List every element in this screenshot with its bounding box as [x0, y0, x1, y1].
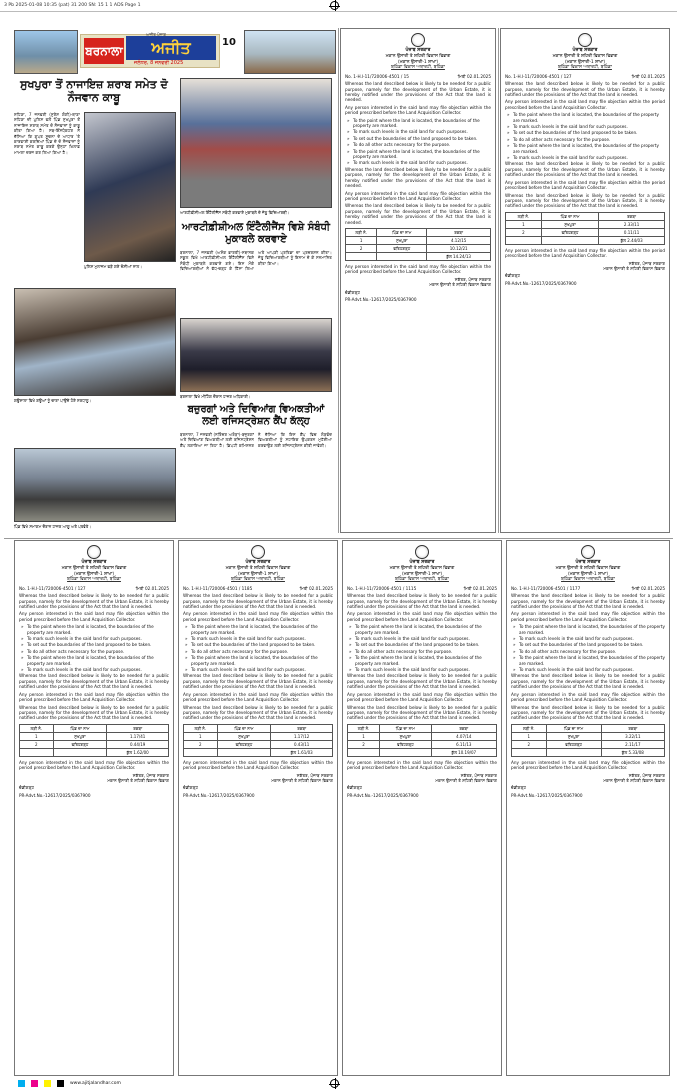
table-row: 1 ਸੁਖਪੁਰਾ 1.17/12	[184, 732, 333, 740]
ad-authority: ਬਠਿੰਡਾ ਵਿਕਾਸ ਅਥਾਰਟੀ, ਬਠਿੰਡਾ	[391, 65, 445, 71]
ad-authority: ਬਠਿੰਡਾ ਵਿਕਾਸ ਅਥਾਰਟੀ, ਬਠਿੰਡਾ	[395, 577, 449, 583]
table-row: ਕੁੱਲ 5.33/08	[512, 748, 665, 756]
ad-dept: ਮਕਾਨ ਉਸਾਰੀ ਤੇ ਸ਼ਹਿਰੀ ਵਿਕਾਸ ਵਿਭਾਗ	[61, 566, 127, 571]
ad-body: Whereas the land described below is likely to be needed for a public purpose, namely for the development of the Urban Estate, it is hereby notified under the provisions of the Act that the land is needed.	[347, 673, 497, 690]
article5-caption: ਪਿੰਡ ਵਿਖੇ ਸਮਾਗਮ ਦੌਰਾਨ ਹਾਜ਼ਰ ਆਗੂ ਅਤੇ ਪਤਵੰਤੇ।	[14, 524, 92, 529]
ad-pr-number: PR-Advt.No.-12617/2025/0367900	[347, 792, 419, 798]
list-item: » To mark such levels in the said land for such purposes.	[183, 667, 333, 672]
table-row: 2 ਫਤਿਹਗੜ੍ਹ 0.44/19	[20, 740, 169, 748]
ad-title: ਪੰਜਾਬ ਸਰਕਾਰ	[572, 48, 598, 53]
ad-pr-number: PR-Advt.No.-12617/2025/0367900	[345, 296, 417, 302]
ad-body: Any person interested in the said land may file objection within the period prescribed before the Land Acquisition Collector.	[183, 759, 333, 771]
ad-ref: No. 1-H.I-11/720006-4501 / 127	[505, 73, 572, 79]
table-header: ਲੜੀ ਨੰ. ਪਿੰਡ ਦਾ ਨਾਮ ਰਕਬਾ	[346, 228, 491, 236]
table-row: ਕੁੱਲ 1.62/00	[20, 748, 169, 756]
ad-title: ਪੰਜਾਬ ਸਰਕਾਰ	[575, 560, 601, 565]
list-item: » To set out the boundaries of the land proposed to be taken.	[347, 642, 497, 647]
ad-body: Any person interested in the said land may file objection within the period prescribed before the Land Acquisition Collector.	[511, 691, 665, 703]
list-item: » To mark such levels in the said land for such purposes.	[505, 124, 665, 129]
ad-pr-number: PR-Advt.No.-12617/2025/0367900	[183, 792, 255, 798]
table-row: 1 ਸੁਖਪੁਰਾ 2.33/11	[506, 220, 665, 228]
ad-pr-number: PR-Advt.No.-12617/2025/0367900	[19, 792, 91, 798]
ad-signature-dept: ਮਕਾਨ ਉਸਾਰੀ ਤੇ ਸ਼ਹਿਰੀ ਵਿਕਾਸ ਵਿਭਾਗ	[271, 777, 333, 783]
table-row: ਕੁੱਲ 1.61/03	[184, 748, 333, 756]
ad-table	[19, 724, 169, 757]
govt-notice-ad	[506, 540, 670, 1076]
ad-branch: (ਮਕਾਨ ਉਸਾਰੀ-1 ਸ਼ਾਖਾ)	[401, 571, 443, 577]
ad-branch: (ਮਕਾਨ ਉਸਾਰੀ-1 ਸ਼ਾਖਾ)	[564, 59, 606, 65]
masthead-tag: ਅਜੀਤ ਪੰਜਾਬ	[146, 32, 166, 37]
masthead-city-label: ਬਰਨਾਲਾ	[84, 38, 124, 64]
list-item: » To set out the boundaries of the land proposed to be taken.	[183, 642, 333, 647]
ad-body: Whereas the land described below is likely to be needed for a public purpose, namely for the development of the Urban Estate, it is hereby notified under the provisions of the Act that the land is needed.	[345, 203, 491, 225]
ad-date: ਮਿਤੀ 02.01.2025	[631, 73, 665, 79]
ad-intro: Any person interested in the said land may file objection within the period prescribed before the Land Acquisition Collector.	[183, 611, 333, 622]
list-item: » To do all other acts necessary for the purpose.	[505, 137, 665, 142]
table-row: 2 ਫਤਿਹਗੜ੍ਹ 10.12/21	[346, 244, 491, 252]
ad-intro: Any person interested in the said land may file objection within the period prescribed before the Land Acquisition Collector.	[347, 611, 497, 622]
ad-signature: ਸਕੱਤਰ, ਪੰਜਾਬ ਸਰਕਾਰ	[454, 276, 491, 282]
registration-mark-icon	[330, 1, 339, 10]
ad-place: ਚੰਡੀਗੜ੍ਹ	[183, 785, 199, 791]
ad-ref: No. 1-H.I-11/720006-4501 / 1177	[511, 585, 581, 591]
ad-dept: ਮਕਾਨ ਉਸਾਰੀ ਤੇ ਸ਼ਹਿਰੀ ਵਿਕਾਸ ਵਿਭਾਗ	[555, 566, 621, 571]
ad-body: Whereas the land described below is likely to be needed for a public purpose, namely for the development of the Urban Estate, it is hereby notified under the provisions of the Act that the land is needed.	[183, 704, 333, 721]
list-item: » To the point where the land is located, the boundaries of the property are marked.	[183, 655, 333, 666]
masthead-ajit-logo: ਅਜੀਤ	[126, 36, 216, 60]
table-header: ਲੜੀ ਨੰ. ਪਿੰਡ ਦਾ ਨਾਮ ਰਕਬਾ	[348, 724, 497, 732]
ad-intro: Any person interested in the said land may file objection within the period prescribed before the Land Acquisition Collector.	[345, 104, 491, 116]
ad-table	[505, 212, 665, 245]
list-item: » To the point where the land is located, the boundaries of the property are marked.	[345, 149, 491, 160]
ad-body: Whereas the land described below is likely to be needed for a public purpose, namely for the development of the Urban Estate, it is hereby notified under the provisions of the Act that the land is needed.	[511, 704, 665, 721]
ad-place: ਚੰਡੀਗੜ੍ਹ	[347, 785, 363, 791]
ad-signature: ਸਕੱਤਰ, ਪੰਜਾਬ ਸਰਕਾਰ	[296, 772, 333, 778]
ad-body: Any person interested in the said land may file objection within the period prescribed before the Land Acquisition Collector.	[183, 691, 333, 703]
ad-body: Any person interested in the said land may file objection within the period prescribed before the Land Acquisition Collector.	[345, 190, 491, 201]
ad-ref: No. 1-H.I-11/720006-4501 / 1115	[347, 585, 417, 591]
ad-body: Whereas the land described below is likely to be needed for a public purpose, namely for the development of the Urban Estate, it is hereby notified under the provisions of the Act that the land is needed.	[505, 192, 665, 209]
table-row: ਕੁੱਲ 10.19/07	[348, 748, 497, 756]
ad-bullets	[347, 624, 497, 672]
ad-place: ਚੰਡੀਗੜ੍ਹ	[345, 289, 361, 295]
ad-branch: (ਮਕਾਨ ਉਸਾਰੀ-1 ਸ਼ਾਖਾ)	[567, 571, 609, 577]
govt-notice-ad	[500, 28, 670, 533]
ad-body: Any person interested in the said land may file objection within the period prescribed before the Land Acquisition Collector.	[511, 759, 665, 771]
ad-intro: Any person interested in the said land may file objection within the period prescribed before the Land Acquisition Collector.	[505, 99, 665, 110]
ad-intro: Whereas the land described below is likely to be needed for a public purpose, namely for the development of the Urban Estate, it is hereby notified under the provisions of the Act that the land is needed.	[183, 593, 333, 609]
emblem-icon	[251, 545, 265, 559]
ad-signature: ਸਕੱਤਰ, ਪੰਜਾਬ ਸਰਕਾਰ	[628, 260, 665, 266]
list-item: » To the point where the land is located, the boundaries of the property are marked.	[505, 143, 665, 154]
govt-notice-ad	[340, 28, 496, 533]
color-bar	[0, 1078, 677, 1089]
ad-body: Whereas the land described below is likely to be needed for a public purpose, namely for the development of the Urban Estate, it is hereby notified under the provisions of the Act that the land is needed.	[347, 704, 497, 721]
ad-date: ਮਿਤੀ 02.01.2025	[631, 585, 665, 591]
list-item: » To mark such levels in the said land for such purposes.	[345, 129, 491, 134]
ad-body: Any person interested in the said land may file objection within the period prescribed before the Land Acquisition Collector.	[505, 179, 665, 191]
ad-title: ਪੰਜਾਬ ਸਰਕਾਰ	[245, 560, 271, 565]
ad-pr-number: PR-Advt.No.-12617/2025/0367900	[511, 792, 583, 798]
table-row: 2 ਫਤਿਹਗੜ੍ਹ 2.11/17	[512, 740, 665, 748]
table-row: ਕੁੱਲ 14.24/13	[346, 252, 491, 260]
ad-ref: No. 1-H.I-11/720006-4501 / 127	[19, 585, 86, 591]
list-item: » To the point where the land is located, the boundaries of the property are marked.	[505, 112, 665, 123]
ad-body: Whereas the land described below is likely to be needed for a public purpose, namely for the development of the Urban Estate, it is hereby notified under the provisions of the Act that the land is needed.	[183, 673, 333, 690]
article2-caption: ਆਰਟੀਫ਼ੀਸ਼ੀਅਲ ਇੰਟੈਲੀਜੈਂਸ ਸਬੰਧੀ ਕਰਵਾਏ ਮੁਕਾਬਲੇ ਦੇ ਜੇਤੂ ਵਿਦਿਆਰਥੀ।	[180, 210, 290, 215]
emblem-icon	[581, 545, 595, 559]
ad-signature-dept: ਮਕਾਨ ਉਸਾਰੀ ਤੇ ਸ਼ਹਿਰੀ ਵਿਕਾਸ ਵਿਭਾਗ	[435, 777, 497, 783]
table-row: 1 ਸੁਖਪੁਰਾ 3.22/11	[512, 732, 665, 740]
table-row: 2 ਫਤਿਹਗੜ੍ਹ 0.11/11	[506, 228, 665, 236]
ad-title: ਪੰਜਾਬ ਸਰਕਾਰ	[405, 48, 431, 53]
emblem-icon	[411, 33, 425, 47]
ad-date: ਮਿਤੀ 02.01.2025	[299, 585, 333, 591]
ad-body: Whereas the land described below is likely to be needed for a public purpose, namely for the development of the Urban Estate, it is hereby notified under the provisions of the Act that the land is needed.	[19, 704, 169, 721]
ad-intro: Whereas the land described below is likely to be needed for a public purpose, namely for the development of the Urban Estate, it is hereby notified under the provisions of the Act that the land is needed.	[345, 81, 491, 103]
article1-body: ਸ਼ਹਿਣਾ, 7 ਜਨਵਰੀ (ਸੁਰੇਸ਼ ਗੋਗੀ)-ਥਾਣਾ ਸ਼ਹਿਣਾ ਦੀ ਪੁਲਿਸ ਵਲੋਂ ਪਿੰਡ ਸੁਖਪੁਰਾ ਤੋਂ ਨਾਜਾਇਜ਼ ਸ਼ਰਾਬ ਸਮੇਤ ਦੋ ਨੌਜਵਾਨਾਂ ਨੂੰ ਕਾਬੂ ਕੀਤਾ ਗਿਆ ਹੈ। ਸਬ-ਇੰਸਪੈਕਟਰ ਨੇ ਦੱਸਿਆ ਕਿ ਗੁਪਤ ਸੂਚਨਾ ਦੇ ਆਧਾਰ 'ਤੇ ਕਾਰਵਾਈ ਕਰਦਿਆਂ ਪਿੰਡ ਦੇ ਦੋ ਨੌਜਵਾਨਾਂ ਨੂੰ ਸ਼ਰਾਬ ਸਮੇਤ ਕਾਬੂ ਕਰਕੇ ਉਨ੍ਹਾਂ ਖ਼ਿਲਾਫ਼ ਮਾਮਲਾ ਦਰਜ ਕਰ ਲਿਆ ਗਿਆ ਹੈ।	[14, 112, 80, 155]
ad-bullets	[505, 112, 665, 160]
ad-bullets	[345, 118, 491, 166]
table-row: 1 ਸੁਖਪੁਰਾ 1.17/41	[20, 732, 169, 740]
masthead-photo-left	[14, 30, 78, 74]
ad-dept: ਮਕਾਨ ਉਸਾਰੀ ਤੇ ਸ਼ਹਿਰੀ ਵਿਕਾਸ ਵਿਭਾਗ	[225, 566, 291, 571]
masthead-photo-right	[244, 30, 336, 74]
article1-headline: ਸੁਖਪੁਰਾ ਤੋਂ ਨਾਜਾਇਜ਼ ਸ਼ਰਾਬ ਸਮੇਤ ਦੋ ਨੌਜਵਾਨ ਕਾਬੂ	[20, 78, 168, 104]
ad-ref: No. 1-H.I-11/720006-4501 / 15	[345, 73, 409, 79]
emblem-icon	[578, 33, 592, 47]
ad-intro: Any person interested in the said land may file objection within the period prescribed before the Land Acquisition Collector.	[19, 611, 169, 622]
ad-table	[345, 228, 491, 261]
ad-table	[347, 724, 497, 757]
ad-body: Any person interested in the said land may file objection within the period prescribed before the Land Acquisition Collector.	[347, 691, 497, 703]
ad-table	[511, 724, 665, 757]
ad-authority: ਬਠਿੰਡਾ ਵਿਕਾਸ ਅਥਾਰਟੀ, ਬਠਿੰਡਾ	[561, 577, 615, 583]
ad-body: Any person interested in the said land may file objection within the period prescribed before the Land Acquisition Collector.	[19, 759, 169, 771]
ad-dept: ਮਕਾਨ ਉਸਾਰੀ ਤੇ ਸ਼ਹਿਰੀ ਵਿਕਾਸ ਵਿਭਾਗ	[552, 54, 618, 59]
ad-signature-dept: ਮਕਾਨ ਉਸਾਰੀ ਤੇ ਸ਼ਹਿਰੀ ਵਿਕਾਸ ਵਿਭਾਗ	[107, 777, 169, 783]
list-item: » To mark such levels in the said land for such purposes.	[347, 636, 497, 641]
ad-intro: Whereas the land described below is likely to be needed for a public purpose, namely for the development of the Urban Estate, it is hereby notified under the provisions of the Act that the land is needed.	[19, 593, 169, 609]
ad-bullets	[511, 624, 665, 672]
ad-place: ਚੰਡੀਗੜ੍ਹ	[511, 785, 527, 791]
article4-headline: ਬਜ਼ੁਰਗਾਂ ਅਤੇ ਦਿਵਿਆਂਗ ਵਿਅਕਤੀਆਂ ਲਈ ਰਜਿਸਟ੍ਰੇਸ਼ਨ ਕੈਂਪ ਕੱਲ੍ਹ	[187, 404, 325, 427]
list-item: » To the point where the land is located, the boundaries of the property are marked.	[511, 655, 665, 666]
table-header: ਲੜੀ ਨੰ. ਪਿੰਡ ਦਾ ਨਾਮ ਰਕਬਾ	[184, 724, 333, 732]
ad-authority: ਬਠਿੰਡਾ ਵਿਕਾਸ ਅਥਾਰਟੀ, ਬਠਿੰਡਾ	[67, 577, 121, 583]
list-item: » To mark such levels in the said land for such purposes.	[511, 636, 665, 641]
article2-headline: ਆਰਟੀਫ਼ੀਸ਼ੀਅਲ ਇੰਟੈਲੀਜੈਂਸ ਵਿਸ਼ੇ ਸੰਬੰਧੀ ਮੁਕਾਬਲੇ ਕਰਵਾਏ	[182, 222, 330, 245]
ad-body: Whereas the land described below is likely to be needed for a public purpose, namely for the development of the Urban Estate, it is hereby notified under the provisions of the Act that the land is needed.	[19, 673, 169, 690]
ad-bullets	[183, 624, 333, 672]
list-item: » To mark such levels in the said land for such purposes.	[345, 160, 491, 165]
ad-ref: No. 1-H.I-11/720006-4501 / 1185	[183, 585, 253, 591]
ad-branch: (ਮਕਾਨ ਉਸਾਰੀ-1 ਸ਼ਾਖਾ)	[73, 571, 115, 577]
ad-intro: Whereas the land described below is likely to be needed for a public purpose, namely for the development of the Urban Estate, it is hereby notified under the provisions of the Act that the land is needed.	[347, 593, 497, 609]
article4-body: ਬਰਨਾਲਾ, 7 ਜਨਵਰੀ (ਨਰਿੰਦਰ ਅਰੋੜਾ)-ਬਜ਼ੁਰਗਾਂ ਅਤੇ ਦਿਵਿਆਂਗ ਵਿਅਕਤੀਆਂ ਲਈ ਰਜਿਸਟ੍ਰੇਸ਼ਨ ਕੈਂਪ ਲਗਾਇਆ ਜਾ ਰਿਹਾ ਹੈ। ਡਿਪਟੀ ਕਮਿਸ਼ਨਰ ਨੇ ਦੱਸਿਆ ਕਿ ਇਸ ਕੈਂਪ ਵਿਚ ਲੋੜਵੰਦ ਵਿਅਕਤੀਆਂ ਨੂੰ ਸਹਾਇਕ ਉਪਕਰਨ ਮੁਹੱਈਆ ਕਰਵਾਉਣ ਲਈ ਰਜਿਸਟ੍ਰੇਸ਼ਨ ਕੀਤੀ ਜਾਵੇਗੀ।	[180, 432, 332, 448]
table-row: 1 ਸੁਖਪੁਰਾ 4.12/15	[346, 236, 491, 244]
list-item: » To mark such levels in the said land for such purposes.	[347, 667, 497, 672]
list-item: » To mark such levels in the said land for such purposes.	[19, 636, 169, 641]
list-item: » To do all other acts necessary for the purpose.	[511, 649, 665, 654]
ad-authority: ਬਠਿੰਡਾ ਵਿਕਾਸ ਅਥਾਰਟੀ, ਬਠਿੰਡਾ	[231, 577, 285, 583]
list-item: » To the point where the land is located, the boundaries of the property are marked.	[345, 118, 491, 129]
ad-table	[183, 724, 333, 757]
govt-notice-ad	[178, 540, 338, 1076]
ad-title: ਪੰਜਾਬ ਸਰਕਾਰ	[409, 560, 435, 565]
ad-title: ਪੰਜਾਬ ਸਰਕਾਰ	[81, 560, 107, 565]
ad-intro: Whereas the land described below is likely to be needed for a public purpose, namely for the development of the Urban Estate, it is hereby notified under the provisions of the Act that the land is needed.	[511, 593, 665, 609]
ad-branch: (ਮਕਾਨ ਉਸਾਰੀ-1 ਸ਼ਾਖਾ)	[397, 59, 439, 65]
list-item: » To set out the boundaries of the land proposed to be taken.	[345, 136, 491, 141]
govt-notice-ad	[342, 540, 502, 1076]
list-item: » To the point where the land is located, the boundaries of the property are marked.	[183, 624, 333, 635]
ad-signature: ਸਕੱਤਰ, ਪੰਜਾਬ ਸਰਕਾਰ	[132, 772, 169, 778]
list-item: » To mark such levels in the said land for such purposes.	[511, 667, 665, 672]
ad-bullets	[19, 624, 169, 672]
list-item: » To do all other acts necessary for the purpose.	[345, 142, 491, 147]
list-item: » To the point where the land is located, the boundaries of the property are marked.	[347, 655, 497, 666]
ad-intro: Whereas the land described below is likely to be needed for a public purpose, namely for the development of the Urban Estate, it is hereby notified under the provisions of the Act that the land is needed.	[505, 81, 665, 97]
table-header: ਲੜੀ ਨੰ. ਪਿੰਡ ਦਾ ਨਾਮ ਰਕਬਾ	[512, 724, 665, 732]
list-item: » To do all other acts necessary for the purpose.	[347, 649, 497, 654]
list-item: » To the point where the land is located, the boundaries of the property are marked.	[511, 624, 665, 635]
table-row: 1 ਸੁਖਪੁਰਾ 4.07/14	[348, 732, 497, 740]
ad-signature-dept: ਮਕਾਨ ਉਸਾਰੀ ਤੇ ਸ਼ਹਿਰੀ ਵਿਕਾਸ ਵਿਭਾਗ	[429, 282, 491, 288]
list-item: » To mark such levels in the said land for such purposes.	[505, 155, 665, 160]
list-item: » To set out the boundaries of the land proposed to be taken.	[511, 642, 665, 647]
ad-body: Whereas the land described below is likely to be needed for a public purpose, namely for the development of the Urban Estate, it is hereby notified under the provisions of the Act that the land is needed.	[505, 161, 665, 178]
footer-url: www.ajitjalandhar.com	[70, 1080, 121, 1086]
ad-body: Any person interested in the said land may file objection within the period prescribed before the Land Acquisition Collector.	[19, 691, 169, 703]
ad-body: Any person interested in the said land may file objection within the period prescribed before the Land Acquisition Collector.	[345, 263, 491, 275]
article4-caption: ਬਰਨਾਲਾ ਵਿਖੇ ਮੀਟਿੰਗ ਦੌਰਾਨ ਹਾਜ਼ਰ ਅਧਿਕਾਰੀ।	[180, 394, 251, 399]
table-row: ਕੁੱਲ 2.44/03	[506, 236, 665, 244]
ad-intro: Any person interested in the said land may file objection within the period prescribed before the Land Acquisition Collector.	[511, 611, 665, 622]
ad-authority: ਬਠਿੰਡਾ ਵਿਕਾਸ ਅਥਾਰਟੀ, ਬਠਿੰਡਾ	[558, 65, 612, 71]
article2-photo	[180, 78, 332, 208]
ad-date: ਮਿਤੀ 02.01.2025	[457, 73, 491, 79]
list-item: » To set out the boundaries of the land proposed to be taken.	[19, 642, 169, 647]
article5-photo	[14, 448, 176, 522]
list-item: » To the point where the land is located, the boundaries of the property are marked.	[19, 624, 169, 635]
article4-photo	[180, 318, 332, 392]
list-item: » To do all other acts necessary for the purpose.	[183, 649, 333, 654]
list-item: » To set out the boundaries of the land proposed to be taken.	[505, 130, 665, 135]
article3-photo	[14, 288, 176, 396]
ad-dept: ਮਕਾਨ ਉਸਾਰੀ ਤੇ ਸ਼ਹਿਰੀ ਵਿਕਾਸ ਵਿਭਾਗ	[385, 54, 451, 59]
ad-pr-number: PR-Advt.No.-12617/2025/0367900	[505, 280, 577, 286]
list-item: » To do all other acts necessary for the purpose.	[19, 649, 169, 654]
ad-body: Whereas the land described below is likely to be needed for a public purpose, namely for the development of the Urban Estate, it is hereby notified under the provisions of the Act that the land is needed.	[345, 166, 491, 189]
page-number: 10	[222, 37, 236, 48]
ad-signature-dept: ਮਕਾਨ ਉਸਾਰੀ ਤੇ ਸ਼ਹਿਰੀ ਵਿਕਾਸ ਵਿਭਾਗ	[603, 265, 665, 271]
ad-body: Any person interested in the said land may file objection within the period prescribed before the Land Acquisition Collector.	[347, 759, 497, 771]
ad-signature: ਸਕੱਤਰ, ਪੰਜਾਬ ਸਰਕਾਰ	[628, 772, 665, 778]
article2-body: ਬਰਨਾਲਾ, 7 ਜਨਵਰੀ (ਅਸ਼ੋਕ ਭਾਰਤੀ)-ਸਥਾਨਕ ਸਕੂਲ ਵਿਖੇ ਆਰਟੀਫ਼ੀਸ਼ੀਅਲ ਇੰਟੈਲੀਜੈਂਸ ਵਿਸ਼ੇ ਸੰਬੰਧੀ ਮੁਕਾਬਲੇ ਕਰਵਾਏ ਗਏ। ਇਸ ਮੌਕੇ ਵਿਦਿਆਰਥੀਆਂ ਨੇ ਵੱਧ-ਚੜ੍ਹ ਕੇ ਹਿੱਸਾ ਲਿਆ ਅਤੇ ਆਪਣੀ ਪ੍ਰਤਿਭਾ ਦਾ ਪ੍ਰਦਰਸ਼ਨ ਕੀਤਾ। ਜੇਤੂ ਵਿਦਿਆਰਥੀਆਂ ਨੂੰ ਇਨਾਮ ਦੇ ਕੇ ਸਨਮਾਨਿਤ ਕੀਤਾ ਗਿਆ।	[180, 250, 332, 272]
article3-caption: ਗਊਸ਼ਾਲਾ ਵਿਖੇ ਗਊਆਂ ਨੂੰ ਚਾਰਾ ਪਾਉਂਦੇ ਹੋਏ ਸ਼ਰਧਾਲੂ।	[14, 398, 92, 403]
ad-branch: (ਮਕਾਨ ਉਸਾਰੀ-1 ਸ਼ਾਖਾ)	[237, 571, 279, 577]
ad-body: Any person interested in the said land may file objection within the period prescribed before the Land Acquisition Collector.	[505, 247, 665, 259]
list-item: » To mark such levels in the said land for such purposes.	[183, 636, 333, 641]
list-item: » To the point where the land is located, the boundaries of the property are marked.	[19, 655, 169, 666]
table-row: 2 ਫਤਿਹਗੜ੍ਹ 6.11/13	[348, 740, 497, 748]
ad-signature: ਸਕੱਤਰ, ਪੰਜਾਬ ਸਰਕਾਰ	[460, 772, 497, 778]
table-header: ਲੜੀ ਨੰ. ਪਿੰਡ ਦਾ ਨਾਮ ਰਕਬਾ	[20, 724, 169, 732]
list-item: » To mark such levels in the said land for such purposes.	[19, 667, 169, 672]
article1-photo	[84, 112, 176, 262]
ad-date: ਮਿਤੀ 02.01.2025	[463, 585, 497, 591]
masthead-date: ਜਲੰਧਰ, 8 ਜਨਵਰੀ 2025	[134, 60, 184, 66]
list-item: » To the point where the land is located, the boundaries of the property are marked.	[347, 624, 497, 635]
table-header: ਲੜੀ ਨੰ. ਪਿੰਡ ਦਾ ਨਾਮ ਰਕਬਾ	[506, 212, 665, 220]
ad-place: ਚੰਡੀਗੜ੍ਹ	[505, 273, 521, 279]
govt-notice-ad	[14, 540, 174, 1076]
ad-dept: ਮਕਾਨ ਉਸਾਰੀ ਤੇ ਸ਼ਹਿਰੀ ਵਿਕਾਸ ਵਿਭਾਗ	[389, 566, 455, 571]
ad-body: Whereas the land described below is likely to be needed for a public purpose, namely for the development of the Urban Estate, it is hereby notified under the provisions of the Act that the land is needed.	[511, 673, 665, 690]
emblem-icon	[415, 545, 429, 559]
table-row: 2 ਫਤਿਹਗੜ੍ਹ 0.43/11	[184, 740, 333, 748]
ad-date: ਮਿਤੀ 02.01.2025	[135, 585, 169, 591]
ad-signature-dept: ਮਕਾਨ ਉਸਾਰੀ ਤੇ ਸ਼ਹਿਰੀ ਵਿਕਾਸ ਵਿਭਾਗ	[603, 777, 665, 783]
article1-caption: ਪੁਲਿਸ ਮੁਲਾਜ਼ਮ ਫੜੇ ਗਏ ਦੋਸ਼ੀਆਂ ਨਾਲ।	[84, 264, 142, 269]
emblem-icon	[87, 545, 101, 559]
print-slug-text: 3 Pb 2025-01-08 10:35 (pat) 31 200 SN: 15 1 1 ADS Page 1	[4, 2, 141, 8]
ad-place: ਚੰਡੀਗੜ੍ਹ	[19, 785, 35, 791]
